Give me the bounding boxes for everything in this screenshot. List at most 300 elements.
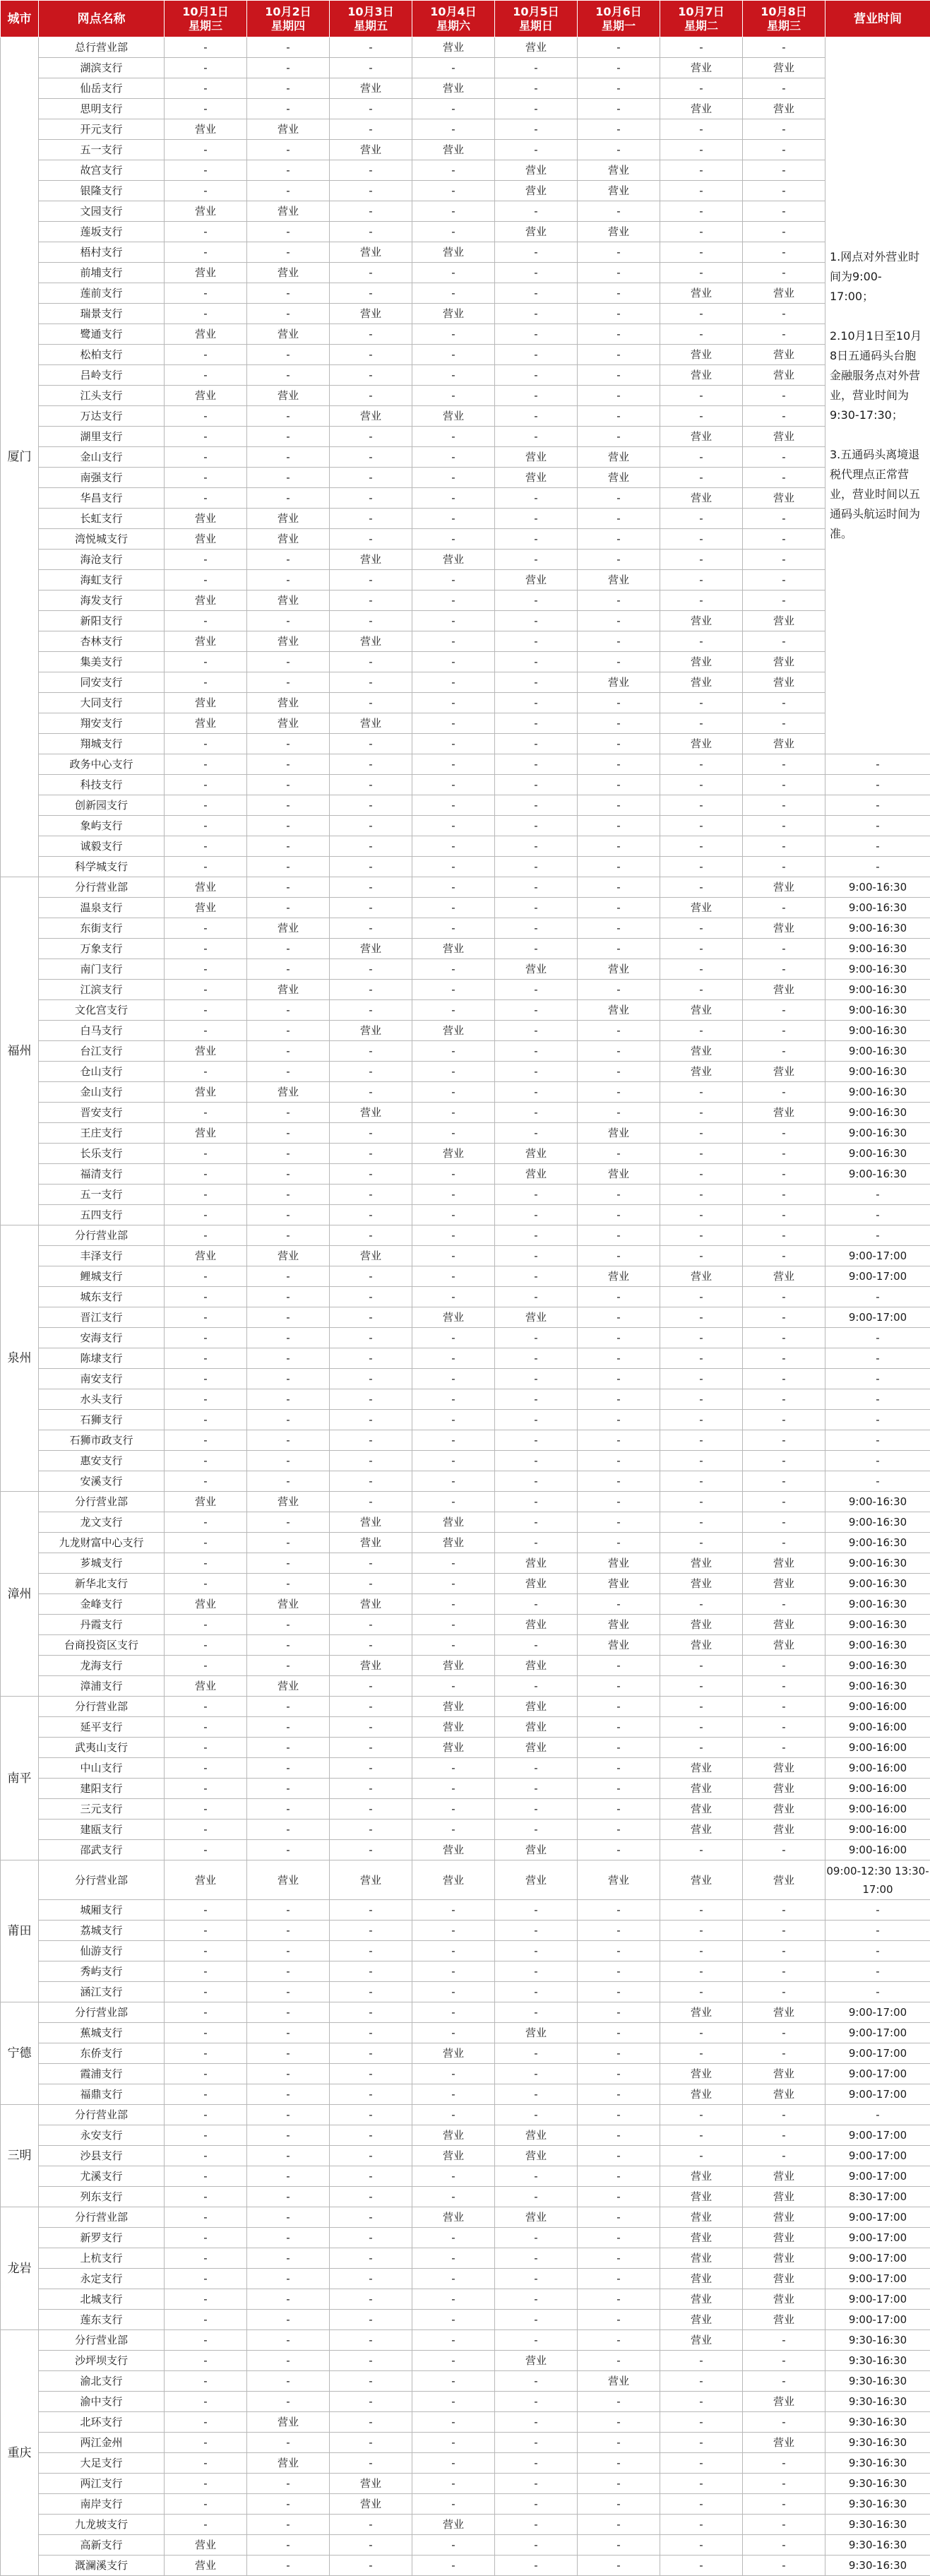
day-status-cell: 营业 (660, 672, 743, 693)
day-status-cell: - (165, 1389, 247, 1410)
branch-name-cell: 湖滨支行 (39, 58, 165, 78)
day-status-cell: - (412, 570, 495, 590)
day-status-cell: - (330, 529, 412, 550)
day-status-cell: - (165, 406, 247, 427)
table-row (1, 1615, 930, 1635)
day-status-cell: - (660, 775, 743, 795)
day-status-cell: - (330, 816, 412, 836)
day-status-cell: - (743, 1369, 825, 1389)
day-status-cell: 营业 (660, 611, 743, 631)
day-status-cell: - (495, 263, 578, 283)
hours-cell: 9:00-16:30 (825, 1082, 930, 1103)
hours-cell: 9:30-16:30 (825, 2494, 930, 2515)
day-status-cell: - (330, 2269, 412, 2289)
day-status-cell: - (165, 1185, 247, 1205)
day-status-cell: - (495, 1389, 578, 1410)
day-status-cell: - (495, 857, 578, 877)
branch-name-cell: 松柏支行 (39, 345, 165, 365)
branch-name-cell: 秀屿支行 (39, 1961, 165, 1982)
day-status-cell: - (412, 2023, 495, 2043)
day-status-cell: - (660, 2351, 743, 2371)
table-row (1, 1307, 930, 1328)
day-status-cell: - (247, 836, 330, 857)
branch-name-cell: 台商投资区支行 (39, 1635, 165, 1656)
day-status-cell: - (247, 2166, 330, 2187)
day-status-cell: 营业 (495, 959, 578, 980)
day-status-cell: 营业 (495, 1307, 578, 1328)
branch-name-cell: 涵江支行 (39, 1982, 165, 2002)
day-status-cell: 营业 (165, 1123, 247, 1144)
day-status-cell: - (330, 1041, 412, 1062)
day-status-cell: - (660, 1676, 743, 1697)
day-status-cell: - (743, 1533, 825, 1553)
city-cell: 泉州 (1, 1225, 39, 1492)
day-status-cell: 营业 (247, 263, 330, 283)
day-status-cell: - (743, 939, 825, 959)
branch-name-cell: 蕉城支行 (39, 2023, 165, 2043)
day-status-cell: - (495, 427, 578, 447)
day-status-cell: 营业 (165, 529, 247, 550)
branch-name-cell: 石狮支行 (39, 1410, 165, 1430)
day-status-cell: - (247, 1799, 330, 1820)
day-status-cell: - (660, 1512, 743, 1533)
day-status-cell: - (743, 693, 825, 713)
day-status-cell: - (660, 857, 743, 877)
hours-cell: 9:00-16:30 (825, 1533, 930, 1553)
day-status-cell: - (660, 754, 743, 775)
day-status-cell: - (165, 570, 247, 590)
day-status-cell: - (165, 939, 247, 959)
day-status-cell: 营业 (330, 939, 412, 959)
day-status-cell: - (247, 672, 330, 693)
day-status-cell: - (743, 222, 825, 242)
day-status-cell: - (578, 140, 660, 160)
day-status-cell: - (412, 2289, 495, 2310)
day-status-cell: - (660, 1164, 743, 1185)
day-status-cell: - (578, 2474, 660, 2494)
day-status-cell: - (165, 857, 247, 877)
day-status-cell: - (247, 1961, 330, 1982)
day-status-cell: - (578, 754, 660, 775)
day-status-cell: - (330, 2248, 412, 2269)
day-status-cell: 营业 (495, 1697, 578, 1717)
branch-name-cell: 政务中心支行 (39, 754, 165, 775)
table-row (1, 1635, 930, 1656)
branch-name-cell: 两江金州 (39, 2433, 165, 2453)
branch-name-cell: 建瓯支行 (39, 1820, 165, 1840)
day-status-cell: - (247, 2289, 330, 2310)
day-status-cell: - (660, 713, 743, 734)
day-status-cell: 营业 (330, 631, 412, 652)
day-status-cell: - (578, 1697, 660, 1717)
day-status-cell: - (330, 2412, 412, 2433)
day-status-cell: - (330, 1717, 412, 1738)
day-status-cell: - (247, 1123, 330, 1144)
day-status-cell: - (412, 2084, 495, 2105)
branch-name-cell: 武夷山支行 (39, 1738, 165, 1758)
day-status-cell: 营业 (743, 2187, 825, 2207)
day-status-cell: - (165, 2310, 247, 2330)
day-status-cell: - (330, 918, 412, 939)
table-row (1, 2125, 930, 2146)
day-status-cell: - (412, 2412, 495, 2433)
day-status-cell: - (165, 2002, 247, 2023)
day-status-cell: - (578, 78, 660, 99)
day-status-cell: - (412, 1779, 495, 1799)
day-status-cell: - (743, 181, 825, 201)
day-status-cell: - (660, 468, 743, 488)
day-status-cell: - (660, 2474, 743, 2494)
branch-name-cell: 东街支行 (39, 918, 165, 939)
day-status-cell: 营业 (743, 2228, 825, 2248)
branch-name-cell: 高新支行 (39, 2535, 165, 2556)
hours-cell: - (825, 2105, 930, 2125)
table-row (1, 1512, 930, 1533)
day-status-cell: - (495, 1594, 578, 1615)
day-status-cell: 营业 (660, 1615, 743, 1635)
table-row (1, 611, 930, 631)
day-status-cell: 营业 (247, 980, 330, 1000)
day-status-cell: - (578, 1676, 660, 1697)
day-status-cell: - (165, 2084, 247, 2105)
day-status-cell: - (578, 652, 660, 672)
day-status-cell: 营业 (660, 1758, 743, 1779)
day-status-cell: - (743, 1840, 825, 1860)
branch-name-cell: 新华北支行 (39, 1574, 165, 1594)
branch-name-cell: 中山支行 (39, 1758, 165, 1779)
table-row (1, 1471, 930, 1492)
day-status-cell: - (578, 2064, 660, 2084)
branch-name-cell: 瑞景支行 (39, 304, 165, 324)
day-status-cell: 营业 (743, 1820, 825, 1840)
day-status-cell: - (247, 857, 330, 877)
day-status-cell: 营业 (412, 304, 495, 324)
day-status-cell: 营业 (412, 2207, 495, 2228)
day-status-cell: - (165, 1982, 247, 2002)
day-status-cell: - (495, 2474, 578, 2494)
day-status-cell: - (578, 611, 660, 631)
branch-name-cell: 北环支行 (39, 2412, 165, 2433)
day-status-cell: - (330, 1225, 412, 1246)
day-status-cell: - (412, 836, 495, 857)
day-status-cell: - (330, 1738, 412, 1758)
day-status-cell: 营业 (660, 2248, 743, 2269)
hours-cell: 9:00-16:30 (825, 918, 930, 939)
table-row (1, 2351, 930, 2371)
header-weekday: 星期六 (436, 18, 470, 32)
day-status-cell: - (247, 2125, 330, 2146)
day-status-cell: - (578, 1103, 660, 1123)
day-status-cell: - (412, 509, 495, 529)
table-row (1, 754, 930, 775)
day-status-cell: - (330, 181, 412, 201)
day-status-cell: - (495, 734, 578, 754)
day-status-cell: - (660, 1982, 743, 2002)
day-status-cell: - (660, 1900, 743, 1921)
day-status-cell: 营业 (412, 37, 495, 58)
day-status-cell: - (412, 1615, 495, 1635)
day-status-cell: - (660, 1389, 743, 1410)
hours-cell: 9:00-17:00 (825, 2269, 930, 2289)
branch-name-cell: 科学城支行 (39, 857, 165, 877)
branch-name-cell: 城厢支行 (39, 1900, 165, 1921)
day-status-cell: - (743, 1492, 825, 1512)
day-status-cell: 营业 (660, 2330, 743, 2351)
day-status-cell: - (330, 1758, 412, 1779)
day-status-cell: - (743, 1000, 825, 1021)
day-status-cell: - (578, 693, 660, 713)
table-row (1, 263, 930, 283)
day-status-cell: - (412, 1369, 495, 1389)
branch-name-cell: 新罗支行 (39, 2228, 165, 2248)
day-status-cell: - (247, 611, 330, 631)
day-status-cell: 营业 (330, 78, 412, 99)
day-status-cell: - (495, 1205, 578, 1225)
day-status-cell: - (412, 1635, 495, 1656)
day-status-cell: - (247, 2474, 330, 2494)
day-status-cell: - (578, 2187, 660, 2207)
hours-cell: 9:00-16:30 (825, 1164, 930, 1185)
hours-cell: 9:00-17:00 (825, 1266, 930, 1287)
day-status-cell: - (247, 99, 330, 119)
table-row (1, 345, 930, 365)
day-status-cell: - (247, 1348, 330, 1369)
branch-name-cell: 龙文支行 (39, 1512, 165, 1533)
day-status-cell: 营业 (495, 1553, 578, 1574)
table-row (1, 1000, 930, 1021)
day-status-cell: - (660, 1941, 743, 1961)
day-status-cell: - (412, 816, 495, 836)
day-status-cell: - (165, 427, 247, 447)
table-row (1, 1982, 930, 2002)
hours-cell: 9:00-17:00 (825, 2084, 930, 2105)
day-status-cell: 营业 (743, 1635, 825, 1656)
day-status-cell: - (743, 1389, 825, 1410)
day-status-cell: - (578, 795, 660, 816)
day-status-cell: - (743, 959, 825, 980)
branch-name-cell: 漳浦支行 (39, 1676, 165, 1697)
day-status-cell: - (578, 2023, 660, 2043)
header-weekday: 星期日 (518, 18, 553, 32)
day-status-cell: 营业 (578, 570, 660, 590)
branch-name-cell: 杏林支行 (39, 631, 165, 652)
day-status-cell: - (247, 1266, 330, 1287)
day-status-cell: - (412, 754, 495, 775)
branch-name-cell: 福鼎支行 (39, 2084, 165, 2105)
day-status-cell: 营业 (578, 447, 660, 468)
day-status-cell: - (578, 1717, 660, 1738)
day-status-cell: 营业 (743, 2289, 825, 2310)
day-status-cell: 营业 (412, 242, 495, 263)
hours-cell: 9:00-17:00 (825, 2064, 930, 2084)
table-row (1, 1451, 930, 1471)
day-status-cell: - (330, 857, 412, 877)
day-status-cell: - (165, 1635, 247, 1656)
day-status-cell: 营业 (412, 2125, 495, 2146)
hours-cell: 8:30-17:00 (825, 2187, 930, 2207)
day-status-cell: - (495, 775, 578, 795)
day-status-cell: - (578, 1758, 660, 1779)
hours-cell: - (825, 1328, 930, 1348)
branch-name-cell: 荔城支行 (39, 1921, 165, 1941)
day-status-cell: - (578, 37, 660, 58)
table-row (1, 2043, 930, 2064)
day-status-cell: - (247, 1921, 330, 1941)
table-row (1, 672, 930, 693)
table-row (1, 1328, 930, 1348)
day-status-cell: - (660, 2371, 743, 2392)
day-status-cell: 营业 (330, 1594, 412, 1615)
branch-name-cell: 建阳支行 (39, 1779, 165, 1799)
header-day-4 (412, 1, 495, 37)
day-status-cell: 营业 (495, 1656, 578, 1676)
day-status-cell: - (330, 611, 412, 631)
day-status-cell: - (330, 2535, 412, 2556)
branch-name-cell: 溉澜溪支行 (39, 2556, 165, 2576)
day-status-cell: 营业 (495, 570, 578, 590)
day-status-cell: - (660, 181, 743, 201)
branch-name-cell: 石狮市政支行 (39, 1430, 165, 1451)
day-status-cell: - (743, 1348, 825, 1369)
day-status-cell: - (660, 140, 743, 160)
day-status-cell: - (165, 365, 247, 386)
day-status-cell: 营业 (743, 2064, 825, 2084)
day-status-cell: 营业 (247, 590, 330, 611)
branch-name-cell: 分行营业部 (39, 1860, 165, 1900)
day-status-cell: 营业 (743, 652, 825, 672)
branch-name-cell: 五一支行 (39, 140, 165, 160)
day-status-cell: - (330, 2187, 412, 2207)
day-status-cell: - (743, 836, 825, 857)
day-status-cell: - (578, 2351, 660, 2371)
day-status-cell: 营业 (660, 1266, 743, 1287)
day-status-cell: - (660, 1225, 743, 1246)
hours-cell: 09:00-12:30 13:30-17:00 (825, 1860, 930, 1900)
day-status-cell: 营业 (165, 324, 247, 345)
day-status-cell: - (578, 1738, 660, 1758)
table-row (1, 427, 930, 447)
table-row (1, 693, 930, 713)
day-status-cell: 营业 (330, 1021, 412, 1041)
branch-name-cell: 晋安支行 (39, 1103, 165, 1123)
day-status-cell: - (165, 1000, 247, 1021)
day-status-cell: - (743, 816, 825, 836)
day-status-cell: - (660, 918, 743, 939)
day-status-cell: - (578, 263, 660, 283)
day-status-cell: - (165, 2105, 247, 2125)
table-row (1, 775, 930, 795)
day-status-cell: - (330, 1799, 412, 1820)
day-status-cell: - (412, 345, 495, 365)
day-status-cell: - (495, 1266, 578, 1287)
day-status-cell: - (330, 652, 412, 672)
day-status-cell: - (743, 1123, 825, 1144)
day-status-cell: - (165, 1574, 247, 1594)
hours-cell: - (825, 1471, 930, 1492)
table-row (1, 1656, 930, 1676)
day-status-cell: - (165, 2515, 247, 2535)
day-status-cell: 营业 (247, 1676, 330, 1697)
day-status-cell: - (412, 2269, 495, 2289)
hours-cell: 9:00-16:30 (825, 1000, 930, 1021)
table-row (1, 2392, 930, 2412)
day-status-cell: - (495, 529, 578, 550)
day-status-cell: - (247, 1430, 330, 1451)
day-status-cell: - (743, 1900, 825, 1921)
day-status-cell: - (412, 58, 495, 78)
branch-name-cell: 仙游支行 (39, 1941, 165, 1961)
day-status-cell: - (495, 1779, 578, 1799)
day-status-cell: 营业 (165, 1041, 247, 1062)
day-status-cell: 营业 (247, 2412, 330, 2433)
header-day-1 (165, 1, 247, 37)
day-status-cell: - (165, 1451, 247, 1471)
day-status-cell: 营业 (412, 550, 495, 570)
day-status-cell: - (660, 1205, 743, 1225)
day-status-cell: 营业 (743, 1062, 825, 1082)
day-status-cell: - (660, 570, 743, 590)
day-status-cell: - (165, 37, 247, 58)
day-status-cell: - (247, 1410, 330, 1430)
day-status-cell: 营业 (165, 1246, 247, 1266)
day-status-cell: - (660, 2146, 743, 2166)
day-status-cell: 营业 (743, 611, 825, 631)
day-status-cell: 营业 (247, 693, 330, 713)
day-status-cell: - (165, 2228, 247, 2248)
hours-cell: - (825, 857, 930, 877)
table-row (1, 2412, 930, 2433)
branch-name-cell: 前埔支行 (39, 263, 165, 283)
day-status-cell: - (330, 263, 412, 283)
day-status-cell: - (495, 1758, 578, 1779)
day-status-cell: 营业 (660, 652, 743, 672)
table-row (1, 1041, 930, 1062)
day-status-cell: - (495, 2289, 578, 2310)
day-status-cell: - (247, 468, 330, 488)
day-status-cell: - (743, 324, 825, 345)
day-status-cell: - (330, 1553, 412, 1574)
day-status-cell: - (330, 1779, 412, 1799)
day-status-cell: - (165, 1164, 247, 1185)
day-status-cell: - (165, 734, 247, 754)
day-status-cell: 营业 (660, 1000, 743, 1021)
day-status-cell: - (743, 447, 825, 468)
day-status-cell: - (165, 2453, 247, 2474)
day-status-cell: 营业 (578, 1000, 660, 1021)
table-row (1, 1205, 930, 1225)
day-status-cell: - (247, 1307, 330, 1328)
day-status-cell: - (165, 2023, 247, 2043)
day-status-cell: - (660, 693, 743, 713)
day-status-cell: - (330, 1840, 412, 1860)
day-status-cell: - (165, 550, 247, 570)
day-status-cell: - (412, 857, 495, 877)
day-status-cell: - (743, 2125, 825, 2146)
day-status-cell: - (660, 304, 743, 324)
day-status-cell: - (330, 2084, 412, 2105)
day-status-cell: 营业 (330, 1103, 412, 1123)
branch-name-cell: 水头支行 (39, 1389, 165, 1410)
day-status-cell: - (495, 550, 578, 570)
day-status-cell: 营业 (743, 283, 825, 304)
branch-name-cell: 思明支行 (39, 99, 165, 119)
branch-name-cell: 南门支行 (39, 959, 165, 980)
day-status-cell: - (578, 386, 660, 406)
hours-cell: 9:00-16:00 (825, 1717, 930, 1738)
branch-name-cell: 鲤城支行 (39, 1266, 165, 1287)
branch-name-cell: 创新园支行 (39, 795, 165, 816)
day-status-cell: 营业 (165, 386, 247, 406)
